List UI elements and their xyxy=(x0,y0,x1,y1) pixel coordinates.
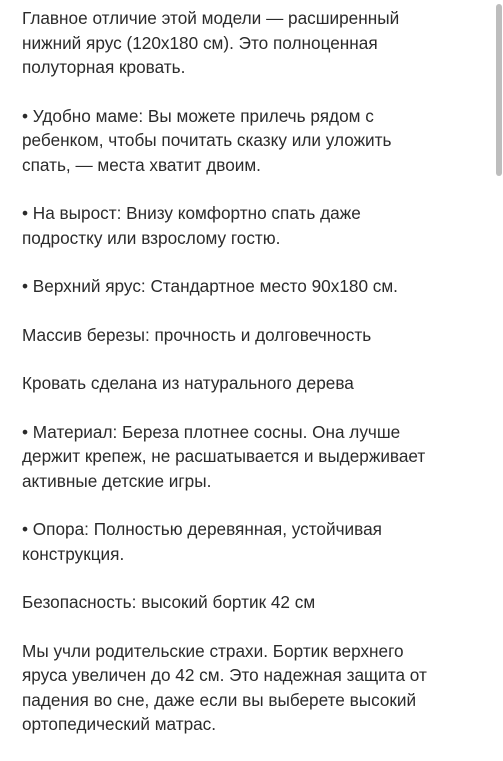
scrollbar-thumb[interactable] xyxy=(496,4,502,176)
heading-safety: Безопасность: высокий бортик 42 см xyxy=(22,592,316,612)
paragraph-intro: Главное отличие этой модели — расширенный нижний ярус (120x180 см). Это полноценная полуторная кровать. xyxy=(22,8,400,77)
bullet-mom: • Удобно маме: Вы можете прилечь рядом с ребенком, чтобы почитать сказку или уложить спать, — места хватит двоим. xyxy=(22,105,392,175)
bullet-growth: • На вырост: Внизу комфортно спать даже подростку или взрослому гостю. xyxy=(22,203,361,248)
description-text xyxy=(22,6,484,761)
paragraph-natural-wood: Кровать сделана из натурального дерева xyxy=(22,373,354,393)
bullet-material: • Материал: Береза плотнее сосны. Она лучше держит крепеж, не расшатывается и выдерживает активные детские игры. xyxy=(22,421,426,491)
paragraph-safety: Мы учли родительские страхи. Бортик верхнего яруса увеличен до 42 см. Это надежная защита от падения во сне, даже если вы выберете высокий ортопедический матрас. xyxy=(22,640,427,734)
bullet-upper-tier: • Верхний ярус: Стандартное место 90x180 см. xyxy=(22,276,398,296)
heading-birch: Массив березы: прочность и долговечность xyxy=(22,324,372,345)
bullet-support: • Опора: Полностью деревянная, устойчивая конструкция. xyxy=(22,519,382,564)
